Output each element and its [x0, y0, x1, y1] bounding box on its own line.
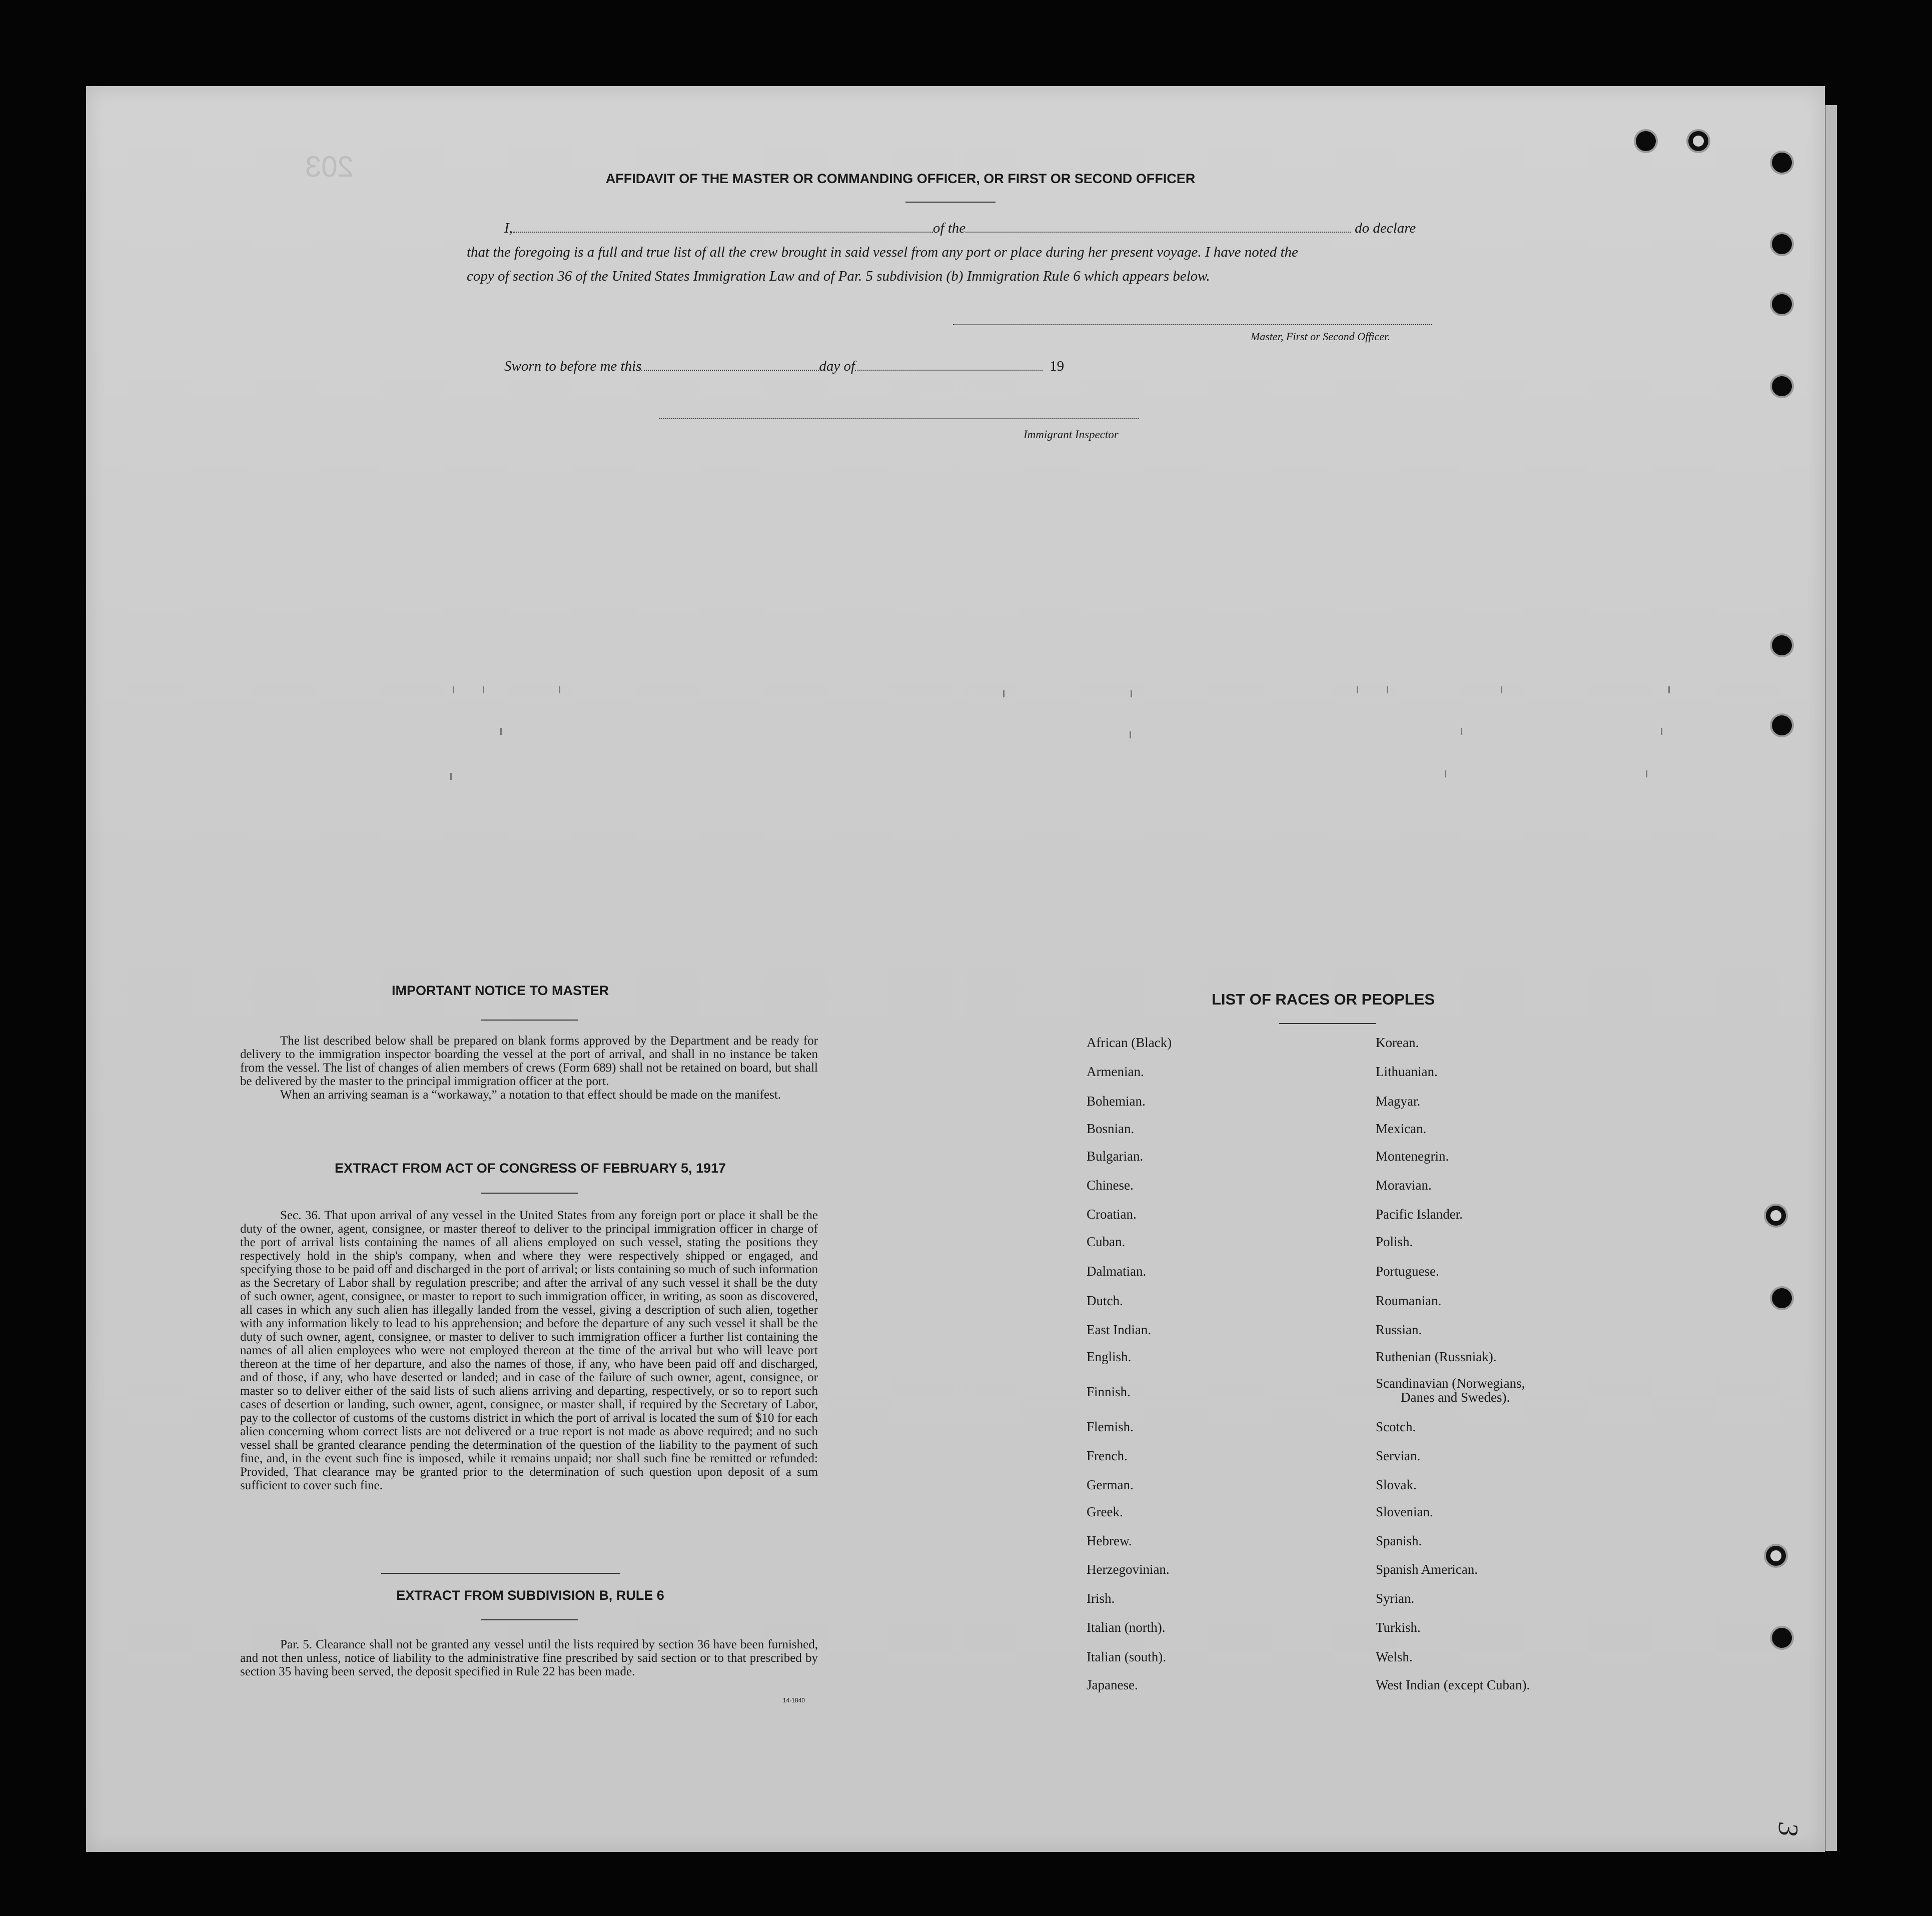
race-item: Italian (south). [1087, 1649, 1166, 1664]
race-item: Dalmatian. [1087, 1264, 1147, 1279]
punch-hole-icon [1688, 131, 1708, 151]
race-item: Servian. [1376, 1448, 1421, 1463]
race-item-continuation: Danes and Swedes). [1401, 1390, 1510, 1405]
form-number: 14-1840 [783, 1697, 805, 1704]
race-item: Moravian. [1376, 1178, 1432, 1193]
section-divider [381, 1573, 620, 1574]
notice-title: IMPORTANT NOTICE TO MASTER [392, 983, 609, 998]
race-item: Herzegovinian. [1087, 1562, 1170, 1577]
affidavit-line3: copy of section 36 of the United States Immigration Law and of Par. 5 subdivision (b) Immigration Rule 6 which appears below. [467, 268, 1210, 284]
race-item: Greek. [1087, 1504, 1123, 1519]
affidavit-line2: that the foregoing is a full and true list of all the crew brought in said vessel from any port or place during her present voyage. I have noted the [467, 244, 1298, 260]
notice-paragraph-1: The list described below shall be prepared on blank forms approved by the Department and be ready for delivery to the immigration inspector boarding the vessel at the port of arrival, and shall in no instance be taken from the vessel. The list of changes of alien members of crews (Form 689) shall not be retained on board, but shall be delivered by the master to the principal immigration officer at the port. [240, 1034, 818, 1088]
race-item: Japanese. [1087, 1677, 1138, 1692]
race-item: Scandinavian (Norwegians, [1376, 1376, 1525, 1391]
punch-hole-icon [1772, 715, 1792, 735]
act-title-rule [481, 1193, 578, 1194]
race-item: Roumanian. [1376, 1293, 1442, 1308]
race-item: Lithuanian. [1376, 1064, 1438, 1079]
punch-hole-icon [1772, 153, 1792, 173]
punch-hole-icon [1772, 234, 1792, 254]
race-item: Irish. [1087, 1591, 1115, 1606]
race-item: Polish. [1376, 1234, 1413, 1249]
sworn-month-blank[interactable] [855, 370, 1043, 371]
affidavit-title-rule [905, 202, 996, 203]
punch-hole-icon [1772, 1628, 1792, 1648]
race-item: Slovak. [1376, 1477, 1417, 1492]
year-label: 19 [1050, 358, 1065, 374]
race-item: Mexican. [1376, 1121, 1427, 1136]
act-paragraph: Sec. 36. That upon arrival of any vessel in the United States from any foreign port or place it shall be the duty of the owner, agent, consignee, or master thereof to deliver to the principal immigration officer in charge of the port of arrival lists containing the names of all aliens employed on such vessel, stating the positions they respectively hold in the ship's company, when and where they were respectively shipped or engaged, and specifying those to be paid off and discharged in the port of arrival; or lists containing so much of such information as the Secretary of Labor shall by regulation prescribe; and after the arrival of any such vessel it shall be the duty of such owner, agent, consignee, or master to report to such immigration officer, in writing, as soon as discovered, all cases in which any such alien has illegally landed from the vessel, giving a description of such alien, together with any information likely to lead to his apprehension; and before the departure of any such vessel it shall be the duty of such owner, agent, consignee, or master to deliver to such immigration officer a further list containing the names of all alien employees who were not employed thereon at the time of the arrival but who will leave port thereon at the time of her departure, and also the names of those, if any, who have been paid off and discharged, and of those, if any, who have deserted or landed; and in case of the failure of such owner, agent, consignee, or master so to deliver either of the said lists of such aliens arriving and departing, respectively, or so to report such cases of desertion or landing, such owner, agent, consignee, or master shall, if required by the Secretary of Labor, pay to the collector of customs of the customs district in which the port of arrival is located the sum of $10 for each alien concerning whom correct lists are not delivered or a true report is not made as above required; and no such vessel shall be granted clearance pending the determination of the question of the liability to the payment of such fine, and, in the event such fine is imposed, while it remains unpaid; nor shall such fine be remitted or refunded: Provided, That clearance may be granted prior to the determination of such question upon deposit of a sum sufficient to cover such fine. [240, 1209, 818, 1492]
race-item: Spanish. [1376, 1533, 1422, 1548]
race-item: Italian (north). [1087, 1620, 1166, 1635]
race-item: Bohemian. [1087, 1094, 1146, 1109]
act-body [240, 1209, 818, 1492]
page-edge [1825, 105, 1837, 1851]
race-item: Armenian. [1087, 1064, 1144, 1079]
race-item: Flemish. [1087, 1419, 1134, 1434]
document-sheet [86, 86, 1825, 1852]
vessel-blank[interactable] [965, 232, 1351, 233]
notice-title-rule [481, 1020, 578, 1021]
race-item: Portuguese. [1376, 1264, 1439, 1279]
name-blank[interactable] [513, 232, 933, 233]
race-item: Spanish American. [1376, 1562, 1478, 1577]
race-item: Scotch. [1376, 1419, 1416, 1434]
rule-title-rule [481, 1619, 578, 1620]
signature-line[interactable] [953, 324, 1432, 325]
race-item: Ruthenian (Russniak). [1376, 1349, 1497, 1364]
race-item: Pacific Islander. [1376, 1207, 1463, 1222]
punch-hole-icon [1772, 294, 1792, 314]
signature-label: Master, First or Second Officer. [1251, 330, 1390, 343]
rule-paragraph: Par. 5. Clearance shall not be granted any vessel until the lists required by section 36 have been furnished, and not then unless, notice of liability to the administrative fine prescribed by said section or to that prescribed by section 35 having been served, the deposit specified in Rule 22 has been made. [240, 1638, 818, 1678]
race-item: French. [1087, 1448, 1128, 1463]
punch-hole-icon [1766, 1206, 1786, 1226]
affidavit-line1 [465, 220, 1436, 237]
race-item: Croatian. [1087, 1207, 1137, 1222]
race-item: English. [1087, 1349, 1132, 1364]
inspector-label: Immigrant Inspector [1024, 428, 1119, 441]
race-item: Hebrew. [1087, 1533, 1132, 1548]
notice-paragraph-2: When an arriving seaman is a “workaway,” a notation to that effect should be made on the manifest. [280, 1088, 781, 1102]
race-item: Slovenian. [1376, 1504, 1433, 1519]
act-title: EXTRACT FROM ACT OF CONGRESS OF FEBRUARY 5, 1917 [334, 1161, 726, 1176]
race-item: German. [1087, 1477, 1134, 1492]
punch-hole-icon [1636, 131, 1656, 151]
race-item: Montenegrin. [1376, 1149, 1449, 1164]
rule-title: EXTRACT FROM SUBDIVISION B, RULE 6 [396, 1588, 664, 1603]
races-title: LIST OF RACES OR PEOPLES [1211, 991, 1435, 1008]
race-item: Syrian. [1376, 1591, 1415, 1606]
sworn-label: Sworn to before me this [504, 358, 642, 374]
race-item: Welsh. [1376, 1649, 1413, 1664]
race-item: African (Black) [1087, 1035, 1172, 1050]
race-item: Bosnian. [1087, 1121, 1135, 1136]
affidavit-of-label: of the [932, 220, 966, 236]
punch-hole-icon [1766, 1546, 1786, 1566]
notice-body [240, 1034, 818, 1102]
race-item: Magyar. [1376, 1094, 1421, 1109]
affidavit-declare-label: do declare [1355, 220, 1416, 236]
sworn-line [504, 358, 1064, 375]
race-item: Finnish. [1087, 1384, 1131, 1399]
punch-hole-icon [1772, 376, 1792, 396]
handwritten-mark: 3 [1772, 1822, 1803, 1836]
rule-body [240, 1638, 818, 1678]
sworn-day-blank[interactable] [641, 370, 819, 371]
race-item: Dutch. [1087, 1293, 1123, 1308]
affidavit-title: AFFIDAVIT OF THE MASTER OR COMMANDING OFFICER, OR FIRST OR SECOND OFFICER [605, 171, 1196, 186]
race-item: West Indian (except Cuban). [1376, 1677, 1530, 1692]
punch-hole-icon [1772, 635, 1792, 655]
races-title-rule [1279, 1023, 1376, 1024]
inspector-signature-line[interactable] [659, 418, 1139, 419]
race-item: Bulgarian. [1087, 1149, 1144, 1164]
race-item: Turkish. [1376, 1620, 1421, 1635]
race-item: Chinese. [1087, 1178, 1134, 1193]
day-of-label: day of [819, 358, 855, 374]
bleed-through-page-number: 203 [305, 151, 354, 183]
affidavit-i-label: I, [504, 220, 513, 236]
punch-hole-icon [1772, 1288, 1792, 1308]
race-item: Russian. [1376, 1322, 1422, 1337]
race-item: East Indian. [1087, 1322, 1151, 1337]
race-item: Korean. [1376, 1035, 1419, 1050]
race-item: Cuban. [1087, 1234, 1126, 1249]
